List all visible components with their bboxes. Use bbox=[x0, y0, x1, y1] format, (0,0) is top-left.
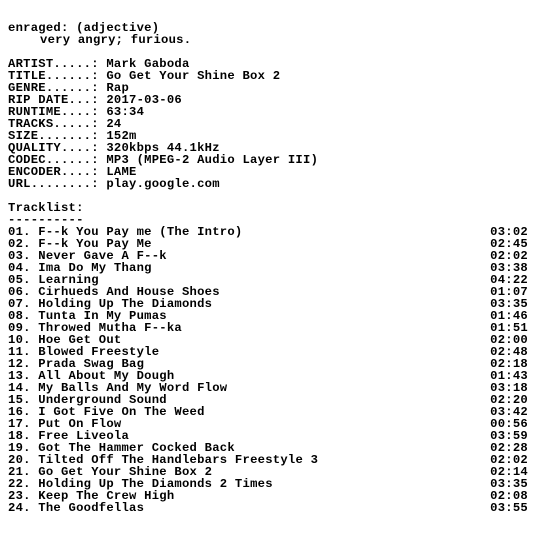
info-value: play.google.com bbox=[106, 177, 220, 191]
track-title: The Goodfellas bbox=[38, 501, 145, 515]
track-duration: 02:02 bbox=[490, 249, 528, 263]
info-key: URL........: bbox=[8, 177, 99, 191]
track-number: 10. bbox=[8, 333, 31, 347]
track-duration: 03:02 bbox=[490, 225, 528, 239]
info-key: TRACKS.....: bbox=[8, 117, 99, 131]
track-title: Free Liveola bbox=[38, 429, 130, 443]
info-key: ENCODER....: bbox=[8, 165, 99, 179]
track-duration: 02:18 bbox=[490, 357, 528, 371]
info-value: 152m bbox=[106, 129, 137, 143]
info-key: SIZE.......: bbox=[8, 129, 99, 143]
track-number: 18. bbox=[8, 429, 31, 443]
info-value: Rap bbox=[106, 81, 130, 95]
track-number: 11. bbox=[8, 345, 31, 359]
track-number: 06. bbox=[8, 285, 31, 299]
track-duration: 03:35 bbox=[490, 477, 528, 491]
track-title: Hoe Get Out bbox=[38, 333, 122, 347]
definition-meaning: very angry; furious. bbox=[40, 33, 192, 47]
track-duration: 02:14 bbox=[490, 465, 528, 479]
track-number: 14. bbox=[8, 381, 31, 395]
track-number: 02. bbox=[8, 237, 31, 251]
track-title: Tilted Off The Handlebars Freestyle 3 bbox=[38, 453, 319, 467]
track-number: 12. bbox=[8, 357, 31, 371]
track-number: 20. bbox=[8, 453, 31, 467]
track-duration: 01:07 bbox=[490, 285, 528, 299]
track-title: Learning bbox=[38, 273, 99, 287]
info-value: MP3 (MPEG-2 Audio Layer III) bbox=[106, 153, 319, 167]
info-key: RUNTIME....: bbox=[8, 105, 99, 119]
track-list bbox=[8, 226, 528, 514]
info-key: QUALITY....: bbox=[8, 141, 99, 155]
track-duration: 03:55 bbox=[490, 501, 528, 515]
track-duration: 03:38 bbox=[490, 261, 528, 275]
track-title: Cirhueds And House Shoes bbox=[38, 285, 220, 299]
tracklist-heading: Tracklist: bbox=[8, 201, 84, 215]
track-number: 19. bbox=[8, 441, 31, 455]
info-key: TITLE......: bbox=[8, 69, 99, 83]
track-duration: 00:56 bbox=[490, 417, 528, 431]
track-title: Prada Swag Bag bbox=[38, 357, 145, 371]
track-title: F--k You Pay Me bbox=[38, 237, 152, 251]
spacer bbox=[8, 190, 528, 202]
track-title: F--k You Pay me (The Intro) bbox=[38, 225, 243, 239]
track-title: Throwed Mutha F--ka bbox=[38, 321, 182, 335]
track-number: 04. bbox=[8, 261, 31, 275]
track-duration: 02:48 bbox=[490, 345, 528, 359]
track-number: 05. bbox=[8, 273, 31, 287]
track-row bbox=[8, 502, 528, 514]
info-value: Go Get Your Shine Box 2 bbox=[106, 69, 281, 83]
info-key: CODEC......: bbox=[8, 153, 99, 167]
info-value: Mark Gaboda bbox=[106, 57, 190, 71]
tracklist-underline: ---------- bbox=[8, 213, 84, 227]
info-key: GENRE......: bbox=[8, 81, 99, 95]
track-duration: 04:22 bbox=[490, 273, 528, 287]
track-duration: 02:20 bbox=[490, 393, 528, 407]
track-number: 21. bbox=[8, 465, 31, 479]
track-number: 07. bbox=[8, 297, 31, 311]
track-duration: 01:51 bbox=[490, 321, 528, 335]
track-title: Blowed Freestyle bbox=[38, 345, 160, 359]
track-number: 23. bbox=[8, 489, 31, 503]
info-value: 63:34 bbox=[106, 105, 145, 119]
info-value: 320kbps 44.1kHz bbox=[106, 141, 220, 155]
info-block bbox=[8, 58, 528, 190]
track-title: I Got Five On The Weed bbox=[38, 405, 205, 419]
track-title: My Balls And My Word Flow bbox=[38, 381, 228, 395]
definition-word: enraged: (adjective) bbox=[8, 21, 160, 35]
track-title: Ima Do My Thang bbox=[38, 261, 152, 275]
track-title: Underground Sound bbox=[38, 393, 167, 407]
track-duration: 02:28 bbox=[490, 441, 528, 455]
info-value: LAME bbox=[106, 165, 137, 179]
track-title: Holding Up The Diamonds 2 Times bbox=[38, 477, 273, 491]
track-number: 08. bbox=[8, 309, 31, 323]
track-number: 03. bbox=[8, 249, 31, 263]
track-title: Tunta In My Pumas bbox=[38, 309, 167, 323]
track-duration: 03:35 bbox=[490, 297, 528, 311]
track-duration: 03:18 bbox=[490, 381, 528, 395]
track-duration: 01:46 bbox=[490, 309, 528, 323]
track-title: Got The Hammer Cocked Back bbox=[38, 441, 235, 455]
track-duration: 03:42 bbox=[490, 405, 528, 419]
track-duration: 02:00 bbox=[490, 333, 528, 347]
track-duration: 02:02 bbox=[490, 453, 528, 467]
track-number: 24. bbox=[8, 501, 31, 515]
track-title: Put On Flow bbox=[38, 417, 122, 431]
track-left bbox=[8, 502, 144, 514]
track-duration: 02:08 bbox=[490, 489, 528, 503]
track-number: 22. bbox=[8, 477, 31, 491]
info-value: 24 bbox=[106, 117, 122, 131]
track-number: 09. bbox=[8, 321, 31, 335]
info-key: RIP DATE...: bbox=[8, 93, 99, 107]
track-duration: 01:43 bbox=[490, 369, 528, 383]
info-key: ARTIST.....: bbox=[8, 57, 99, 71]
nfo-document bbox=[8, 22, 528, 514]
track-number: 01. bbox=[8, 225, 31, 239]
track-number: 17. bbox=[8, 417, 31, 431]
track-number: 15. bbox=[8, 393, 31, 407]
track-title: All About My Dough bbox=[38, 369, 175, 383]
track-duration: 03:59 bbox=[490, 429, 528, 443]
track-title: Go Get Your Shine Box 2 bbox=[38, 465, 213, 479]
info-row bbox=[8, 178, 528, 190]
track-number: 16. bbox=[8, 405, 31, 419]
track-duration: 02:45 bbox=[490, 237, 528, 251]
info-value: 2017-03-06 bbox=[106, 93, 182, 107]
track-title: Holding Up The Diamonds bbox=[38, 297, 213, 311]
track-title: Never Gave A F--k bbox=[38, 249, 167, 263]
track-title: Keep The Crew High bbox=[38, 489, 175, 503]
track-number: 13. bbox=[8, 369, 31, 383]
